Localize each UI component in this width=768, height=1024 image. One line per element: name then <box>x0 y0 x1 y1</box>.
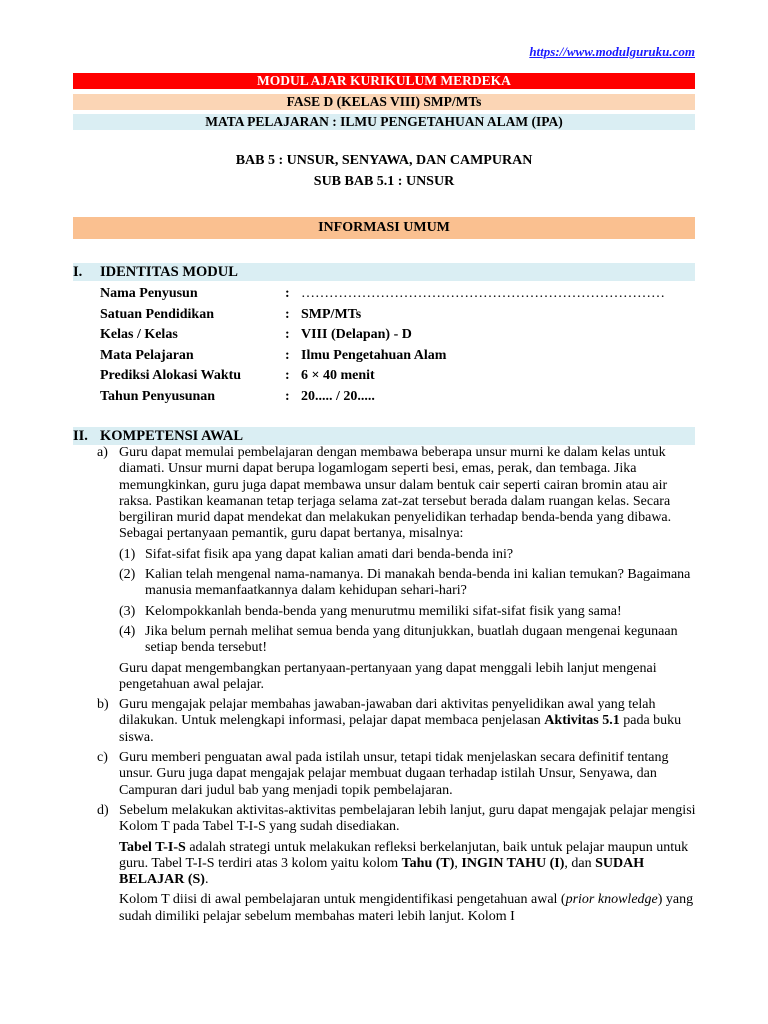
website-link[interactable]: https://www.modulguruku.com <box>529 44 695 59</box>
subject-band: MATA PELAJARAN : ILMU PENGETAHUAN ALAM (IPA) <box>73 114 695 130</box>
paragraph: Guru dapat mengembangkan pertanyaan-pertanyaan yang dapat menggali lebih lanjut mengenai pengetahuan awal pelajar. <box>119 660 657 692</box>
paragraph <box>119 840 697 889</box>
paragraph <box>119 697 697 746</box>
identity-colon: : <box>285 306 290 322</box>
identity-label: Tahun Penyusunan <box>100 388 216 404</box>
question-marker: (2) <box>119 567 136 583</box>
question-item <box>119 624 697 657</box>
identity-colon: : <box>285 368 290 383</box>
bold-text: Tahu (T) <box>401 855 455 871</box>
identity-value: 20..... / 20..... <box>301 388 375 404</box>
question-item <box>119 604 697 620</box>
list-marker: c) <box>97 750 108 766</box>
text-run: Kolom T diisi di awal pembelajaran untuk mengidentifikasi pengetahuan awal ( <box>119 892 566 908</box>
text-run: Guru mengajak pelajar membahas jawaban-jawaban dari aktivitas penyelidikan awal yang telah dilakukan. Untuk melengkapi informasi, pelajar dapat membaca penjelasan <box>119 697 656 729</box>
question-item <box>119 547 697 563</box>
section-number: II. <box>73 428 88 444</box>
competence-body <box>97 445 697 929</box>
identity-value: VIII (Delapan) - D <box>301 327 412 342</box>
bold-text: INGIN TAHU (I) <box>461 855 565 871</box>
question-marker: (1) <box>119 546 136 562</box>
text-run: ) yang sudah dimiliki pelajar sebelum membahas materi lebih lanjut. Kolom I <box>119 892 694 924</box>
general-info-heading: INFORMASI UMUM <box>73 217 695 239</box>
text-run: . <box>204 872 209 888</box>
bold-text: Tabel T-I-S <box>119 839 186 855</box>
identity-label: Satuan Pendidikan <box>100 306 214 322</box>
chapter-title: BAB 5 : UNSUR, SENYAWA, DAN CAMPURAN <box>235 153 533 168</box>
module-title-band: MODUL AJAR KURIKULUM MERDEKA <box>73 73 695 89</box>
identity-label: Prediksi Alokasi Waktu <box>100 368 242 383</box>
section-identity-heading <box>73 263 695 281</box>
subchapter-title: SUB BAB 5.1 : UNSUR <box>313 174 455 189</box>
identity-value: …………………………………………………………………… <box>301 286 665 301</box>
question-text: Kalian telah mengenal nama-namanya. Di manakah benda-benda ini kalian temukan? Bagaimana manusia memanfaatkannya dalam kehidupan sehari-hari? <box>145 567 691 599</box>
list-item-c <box>97 750 697 799</box>
identity-colon: : <box>285 388 290 404</box>
identity-colon: : <box>285 327 290 342</box>
identity-colon: : <box>285 347 290 363</box>
question-text: Kelompokkanlah benda-benda yang menurutmu memiliki sifat-sifat fisik yang sama! <box>145 603 622 619</box>
list-item-d <box>97 803 697 925</box>
section-competence-heading <box>73 427 695 445</box>
paragraph: Sebelum melakukan aktivitas-aktivitas pembelajaran lebih lanjut, guru dapat mengajak pelajar mengisi Kolom T pada Tabel T-I-S yang sudah disediakan. <box>119 802 696 835</box>
question-text: Jika belum pernah melihat semua benda yang ditunjukkan, buatlah dugaan mengenai kegunaan setiap benda tersebut! <box>145 623 678 656</box>
phase-band: FASE D (KELAS VIII) SMP/MTs <box>73 94 695 110</box>
bold-text: Aktivitas 5.1 <box>544 713 620 729</box>
identity-colon: : <box>285 286 290 301</box>
text-run: , <box>454 855 462 871</box>
list-marker: a) <box>97 445 108 460</box>
question-marker: (3) <box>119 603 136 619</box>
identity-value: Ilmu Pengetahuan Alam <box>301 347 447 363</box>
identity-value: SMP/MTs <box>301 306 362 322</box>
identity-value: 6 × 40 menit <box>301 368 375 383</box>
identity-label: Kelas / Kelas <box>100 327 178 342</box>
section-title: IDENTITAS MODUL <box>100 264 238 280</box>
question-marker: (4) <box>119 623 136 639</box>
bold-text: SUDAH BELAJAR (S) <box>119 855 645 888</box>
paragraph <box>119 892 697 925</box>
list-item-b <box>97 697 697 746</box>
text-run: adalah strategi untuk melakukan refleksi berkelanjutan, baik untuk pelajar maupun untuk guru. Tabel T-I-S terdiri atas 3 kolom yaitu kolom <box>119 839 689 871</box>
text-run: pada buku siswa. <box>119 713 682 745</box>
list-marker: b) <box>97 697 109 713</box>
text-run: , dan <box>564 855 596 871</box>
section-number: I. <box>73 264 83 280</box>
paragraph: Guru dapat memulai pembelajaran dengan membawa beberapa unsur murni ke dalam kelas untuk diamati. Unsur murni dapat berupa logamlogam seperti besi, emas, perak, dan tembaga. Jika memungkinkan, guru juga dapat membawa unsur dalam bentuk cair seperti cairan bromin atau air raksa. Pastikan keamanan tetap terjaga selama zat-zat tersebut berada dalam ruangan kelas. Secara bergiliran murid dapat mendekat dan melakukan penyelidikan terhadap benda-benda yang dibawa. Sebagai pertanyaan pemantik, guru dapat bertanya, misalnya: <box>119 445 672 542</box>
italic-text: prior knowledge <box>565 892 658 908</box>
question-text: Sifat-sifat fisik apa yang dapat kalian amati dari benda-benda ini? <box>145 546 514 562</box>
identity-label: Mata Pelajaran <box>100 347 194 363</box>
question-item <box>119 567 697 600</box>
identity-label: Nama Penyusun <box>100 286 198 301</box>
paragraph: Guru memberi penguatan awal pada istilah unsur, tetapi tidak menjelaskan secara definitif tentang unsur. Guru juga dapat mengajak pelajar membuat dugaan terhadap istilah Unsur, Senyawa, dan Campuran dari judul bab yang menjadi topik pembelajaran. <box>119 750 669 798</box>
list-marker: d) <box>97 802 109 818</box>
list-item-a <box>97 445 697 693</box>
section-title: KOMPETENSI AWAL <box>100 428 244 444</box>
